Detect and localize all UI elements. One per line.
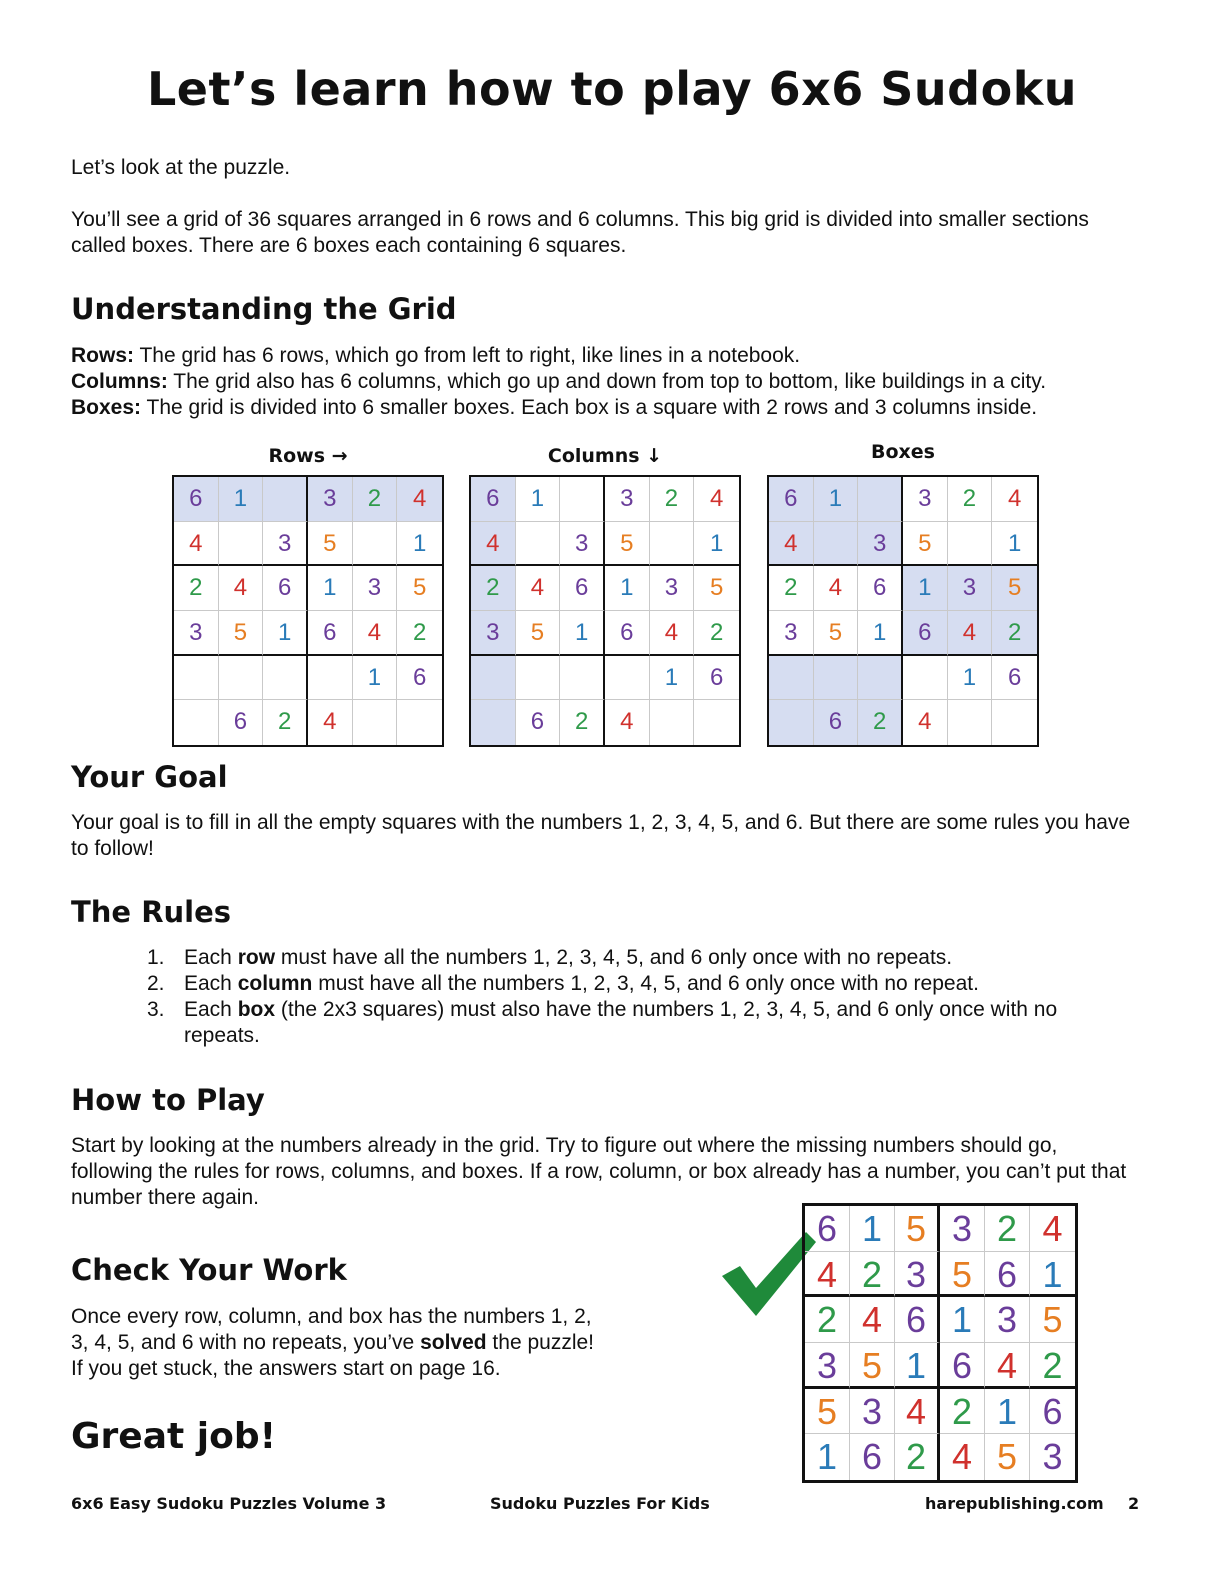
grid-cell: 2 xyxy=(940,1389,985,1435)
grid-cell: 6 xyxy=(263,566,308,611)
columns-label: Columns: xyxy=(71,370,168,393)
grid-cell: 3 xyxy=(471,611,516,656)
intro-paragraph: You’ll see a grid of 36 squares arranged in 6 rows and 6 columns. This big grid is divided into smaller sections called boxes. There are 6 boxes each containing 6 squares. xyxy=(71,208,1089,257)
footer-series: Sudoku Puzzles For Kids xyxy=(490,1494,710,1513)
grid-cell xyxy=(516,522,561,567)
rule-text-post: (the 2x3 squares) must also have the numbers 1, 2, 3, 4, 5, and 6 only once with no repeats. xyxy=(184,998,1058,1047)
rule-item xyxy=(147,945,1107,971)
grid-cell: 6 xyxy=(516,700,561,745)
check-line-post: the puzzle! xyxy=(486,1331,594,1354)
grid-cell: 5 xyxy=(308,522,353,567)
grid-cell: 3 xyxy=(940,1206,985,1252)
grid-cell: 5 xyxy=(895,1206,940,1252)
grid-cell: 4 xyxy=(605,700,650,745)
grid-cell xyxy=(560,656,605,701)
grid-cell: 3 xyxy=(858,522,903,567)
grid-cell: 6 xyxy=(805,1206,850,1252)
grid-cell xyxy=(858,477,903,522)
grid-cell: 1 xyxy=(397,522,442,567)
grid-cell xyxy=(858,656,903,701)
rule-text-pre: Each xyxy=(184,972,238,995)
grid-cell: 3 xyxy=(903,477,948,522)
rows-definition xyxy=(71,343,1171,369)
grid-cell: 6 xyxy=(605,611,650,656)
grid-cell: 3 xyxy=(353,566,398,611)
rows-label: Rows: xyxy=(71,344,134,367)
grid-cell: 6 xyxy=(992,656,1037,701)
grid-cell: 4 xyxy=(219,566,264,611)
rule-text-post: must have all the numbers 1, 2, 3, 4, 5, and 6 only once with no repeat. xyxy=(312,972,979,995)
grid-cell xyxy=(174,656,219,701)
grid-cell: 2 xyxy=(992,611,1037,656)
grid-cell: 5 xyxy=(985,1434,1030,1480)
rule-item xyxy=(147,971,1107,997)
grid-cell xyxy=(560,477,605,522)
rule-item xyxy=(147,997,1107,1049)
grid-cell xyxy=(948,700,993,745)
grid-cell: 5 xyxy=(903,522,948,567)
grid-cell: 1 xyxy=(805,1434,850,1480)
grid-cell: 5 xyxy=(605,522,650,567)
grid-cell: 6 xyxy=(397,656,442,701)
grid-cell xyxy=(769,700,814,745)
grid-cell: 4 xyxy=(174,522,219,567)
check-keyword: solved xyxy=(420,1331,487,1354)
rows-grid-title: Rows → xyxy=(268,445,348,467)
understanding-heading: Understanding the Grid xyxy=(71,292,457,326)
grid-cell: 4 xyxy=(516,566,561,611)
grid-cell xyxy=(174,700,219,745)
grid-cell xyxy=(650,522,695,567)
grid-cell: 5 xyxy=(219,611,264,656)
grid-cell: 2 xyxy=(353,477,398,522)
grid-cell: 1 xyxy=(858,611,903,656)
grid-cell: 3 xyxy=(1042,1436,1063,1478)
grid-cell: 5 xyxy=(694,566,739,611)
check-line xyxy=(71,1330,631,1356)
grid-cell xyxy=(471,700,516,745)
grid-cell: 4 xyxy=(397,477,442,522)
grid-cell: 2 xyxy=(263,700,308,745)
grid-cell: 2 xyxy=(858,700,903,745)
grid-cell: 1 xyxy=(219,477,264,522)
grid-cell: 6 xyxy=(308,611,353,656)
grid-cell: 6 xyxy=(471,477,516,522)
rule-keyword: box xyxy=(237,998,276,1021)
page-number: 2 xyxy=(1128,1494,1140,1513)
grid-definitions xyxy=(71,343,1171,421)
grid-cell xyxy=(694,700,739,745)
grid-cell xyxy=(263,656,308,701)
grid-cell xyxy=(219,656,264,701)
grid-cell: 1 xyxy=(694,522,739,567)
grid-cell xyxy=(353,522,398,567)
check-text xyxy=(71,1304,631,1382)
grid-cell: 3 xyxy=(650,566,695,611)
grid-cell: 6 xyxy=(769,477,814,522)
boxes-example-grid xyxy=(767,475,1039,747)
grid-cell: 5 xyxy=(850,1343,895,1389)
check-line: Once every row, column, and box has the numbers 1, 2, xyxy=(71,1305,592,1328)
grid-cell: 2 xyxy=(948,477,993,522)
grid-cell xyxy=(353,700,398,745)
grid-cell: 4 xyxy=(694,477,739,522)
grid-cell: 6 xyxy=(814,700,859,745)
rule-text-post: must have all the numbers 1, 2, 3, 4, 5, and 6 only once with no repeats. xyxy=(275,946,953,969)
grid-cell: 1 xyxy=(650,656,695,701)
grid-cell: 3 xyxy=(805,1343,850,1389)
grid-cell: 2 xyxy=(1030,1343,1075,1389)
grid-cell: 1 xyxy=(1030,1252,1075,1298)
goal-text: Your goal is to fill in all the empty squares with the numbers 1, 2, 3, 4, 5, and 6. But there are some rules you have to follow! xyxy=(71,811,1131,860)
boxes-definition xyxy=(71,395,1171,421)
grid-cell xyxy=(650,700,695,745)
grid-cell: 3 xyxy=(308,477,353,522)
grid-cell: 1 xyxy=(516,477,561,522)
grid-cell: 4 xyxy=(992,477,1037,522)
grid-cell: 3 xyxy=(560,522,605,567)
grid-cell: 4 xyxy=(850,1297,895,1343)
grid-cell: 3 xyxy=(985,1297,1030,1343)
grid-cell: 2 xyxy=(694,611,739,656)
grid-cell xyxy=(903,656,948,701)
grid-cell: 6 xyxy=(985,1252,1030,1298)
grid-cell: 4 xyxy=(1030,1206,1075,1252)
grid-cell: 2 xyxy=(397,611,442,656)
grid-cell: 2 xyxy=(985,1206,1030,1252)
columns-example-grid xyxy=(469,475,741,747)
grid-cell xyxy=(992,700,1037,745)
grid-cell xyxy=(814,656,859,701)
grid-cell: 5 xyxy=(1030,1297,1075,1343)
grid-cell: 4 xyxy=(814,566,859,611)
columns-grid-title: Columns ↓ xyxy=(547,445,663,467)
great-job-text: Great job! xyxy=(71,1416,277,1457)
grid-cell: 4 xyxy=(353,611,398,656)
grid-cell: 1 xyxy=(814,477,859,522)
grid-cell: 3 xyxy=(948,566,993,611)
rule-keyword: row xyxy=(237,946,276,969)
solution-grid xyxy=(802,1203,1078,1483)
footer-website: harepublishing.com xyxy=(925,1494,1104,1513)
grid-cell: 2 xyxy=(471,566,516,611)
grid-cell: 1 xyxy=(263,611,308,656)
grid-cell: 2 xyxy=(174,566,219,611)
boxes-label: Boxes: xyxy=(71,396,142,419)
grid-cell: 4 xyxy=(940,1434,985,1480)
grid-cell: 2 xyxy=(895,1434,940,1480)
columns-text: The grid also has 6 columns, which go up and down from top to bottom, like buildings in a city. xyxy=(167,370,1047,393)
grid-cell: 1 xyxy=(948,656,993,701)
boxes-text: The grid is divided into 6 smaller boxes. Each box is a square with 2 rows and 3 columns inside. xyxy=(141,396,1038,419)
rows-example-grid xyxy=(172,475,444,747)
rule-number: 1. xyxy=(147,946,165,969)
rule-number: 2. xyxy=(147,972,165,995)
rule-number: 3. xyxy=(147,998,165,1021)
check-heading: Check Your Work xyxy=(71,1253,347,1287)
grid-cell: 5 xyxy=(805,1389,850,1435)
grid-cell: 6 xyxy=(858,566,903,611)
rule-keyword: column xyxy=(237,972,313,995)
grid-cell: 5 xyxy=(940,1252,985,1298)
grid-cell: 5 xyxy=(397,566,442,611)
page-title: Let’s learn how to play 6x6 Sudoku xyxy=(146,62,1078,116)
grid-cell: 6 xyxy=(903,611,948,656)
howto-text: Start by looking at the numbers already in the grid. Try to figure out where the missing numbers should go, following the rules for rows, columns, and boxes. If a row, column, or box already has a number, you can’t put that number there again. xyxy=(71,1134,1127,1209)
grid-cell: 2 xyxy=(769,566,814,611)
grid-cell: 4 xyxy=(650,611,695,656)
grid-cell: 6 xyxy=(219,700,264,745)
rules-list xyxy=(147,945,1107,1049)
intro-line: Let’s look at the puzzle. xyxy=(71,156,291,179)
grid-cell: 1 xyxy=(850,1206,895,1252)
grid-cell: 4 xyxy=(308,700,353,745)
grid-cell xyxy=(769,656,814,701)
grid-cell xyxy=(219,522,264,567)
check-line: If you get stuck, the answers start on page 16. xyxy=(71,1357,501,1380)
grid-cell: 4 xyxy=(805,1252,850,1298)
rows-text: The grid has 6 rows, which go from left to right, like lines in a notebook. xyxy=(134,344,801,367)
grid-cell: 1 xyxy=(992,522,1037,567)
check-line-pre: 3, 4, 5, and 6 with no repeats, you’ve xyxy=(71,1331,421,1354)
grid-cell: 1 xyxy=(903,566,948,611)
rule-text-pre: Each xyxy=(184,998,238,1021)
grid-cell xyxy=(605,656,650,701)
goal-heading: Your Goal xyxy=(71,760,228,794)
grid-cell: 6 xyxy=(895,1297,940,1343)
grid-cell xyxy=(308,656,353,701)
grid-cell: 2 xyxy=(805,1297,850,1343)
grid-cell xyxy=(948,522,993,567)
grid-cell xyxy=(471,656,516,701)
grid-cell: 2 xyxy=(850,1252,895,1298)
grid-cell: 1 xyxy=(895,1343,940,1389)
grid-cell: 3 xyxy=(605,477,650,522)
grid-cell: 2 xyxy=(560,700,605,745)
grid-cell xyxy=(397,700,442,745)
grid-cell: 1 xyxy=(353,656,398,701)
howto-heading: How to Play xyxy=(71,1083,265,1117)
grid-cell xyxy=(516,656,561,701)
grid-cell xyxy=(263,477,308,522)
footer-book-title: 6x6 Easy Sudoku Puzzles Volume 3 xyxy=(71,1494,387,1513)
grid-cell: 4 xyxy=(769,522,814,567)
grid-cell: 5 xyxy=(516,611,561,656)
grid-cell: 1 xyxy=(605,566,650,611)
grid-cell: 3 xyxy=(174,611,219,656)
grid-cell: 4 xyxy=(985,1343,1030,1389)
rule-text-pre: Each xyxy=(184,946,238,969)
grid-cell: 1 xyxy=(940,1297,985,1343)
grid-cell: 6 xyxy=(850,1434,895,1480)
grid-cell: 2 xyxy=(650,477,695,522)
grid-cell: 4 xyxy=(903,700,948,745)
grid-cell: 6 xyxy=(694,656,739,701)
grid-cell: 1 xyxy=(985,1389,1030,1435)
grid-cell: 3 xyxy=(263,522,308,567)
grid-cell xyxy=(814,522,859,567)
grid-cell: 5 xyxy=(992,566,1037,611)
grid-cell: 4 xyxy=(895,1389,940,1435)
grid-cell: 6 xyxy=(940,1343,985,1389)
grid-cell: 6 xyxy=(560,566,605,611)
grid-cell: 1 xyxy=(560,611,605,656)
grid-cell: 3 xyxy=(769,611,814,656)
grid-cell: 4 xyxy=(948,611,993,656)
boxes-grid-title: Boxes xyxy=(871,441,935,463)
grid-cell: 6 xyxy=(174,477,219,522)
grid-cell: 4 xyxy=(471,522,516,567)
grid-cell: 3 xyxy=(850,1389,895,1435)
grid-cell: 1 xyxy=(308,566,353,611)
rules-heading: The Rules xyxy=(71,895,232,929)
grid-cell: 6 xyxy=(1030,1389,1075,1435)
grid-cell: 5 xyxy=(814,611,859,656)
grid-cell: 3 xyxy=(895,1252,940,1298)
columns-definition xyxy=(71,369,1171,395)
